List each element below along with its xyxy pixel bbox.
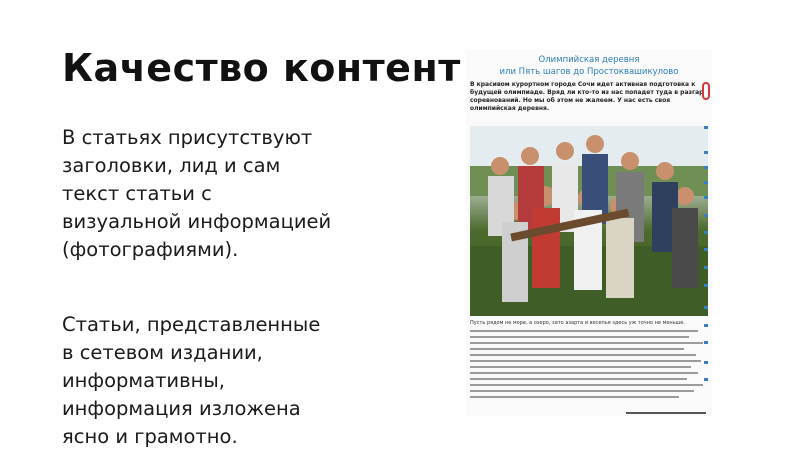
paragraph-line: в сетевом издании, — [62, 341, 263, 364]
paragraph-structure — [62, 124, 402, 264]
newspaper-article-image — [466, 50, 712, 416]
article-lead: В красивом курортном городе Сочи идет активная подготовка к будущей олимпиаде. Вряд ли кто-то из нас попадет туда в разгар соревнований. Но мы об этом не жалеем. У нас есть своя олимпийская деревня. — [470, 81, 704, 112]
article-headline-line: Олимпийская деревня — [538, 55, 640, 65]
paragraph-line: Статьи, представленные — [62, 313, 321, 336]
article-body-text — [470, 330, 708, 402]
photo-illustration — [470, 126, 708, 316]
article-headline — [466, 54, 712, 78]
article-signature — [626, 412, 706, 414]
slide-title: Качество контент — [62, 46, 461, 90]
paragraph-line: визуальной информацией — [62, 210, 332, 233]
paragraph-line: информативны, — [62, 369, 225, 392]
paragraph-line: (фотографиями). — [62, 238, 239, 261]
children-group-photo — [470, 126, 708, 316]
paragraph-line: информация изложена — [62, 397, 301, 420]
paragraph-line: текст статьи с — [62, 182, 212, 205]
paragraph-line: заголовки, лид и сам — [62, 154, 281, 177]
paragraph-quality — [62, 311, 402, 451]
cropped-logo-mark — [702, 82, 710, 100]
article-headline-line: или Пять шагов до Простоквашикулово — [499, 67, 679, 77]
paragraph-line: ясно и грамотно. — [62, 425, 238, 448]
paragraph-line: В статьях присутствуют — [62, 126, 313, 149]
photo-caption: Пусть рядом не море, а озеро, зато азарта и веселья здесь уж точно не меньше. — [470, 320, 685, 326]
cropped-page-edge — [700, 56, 712, 436]
